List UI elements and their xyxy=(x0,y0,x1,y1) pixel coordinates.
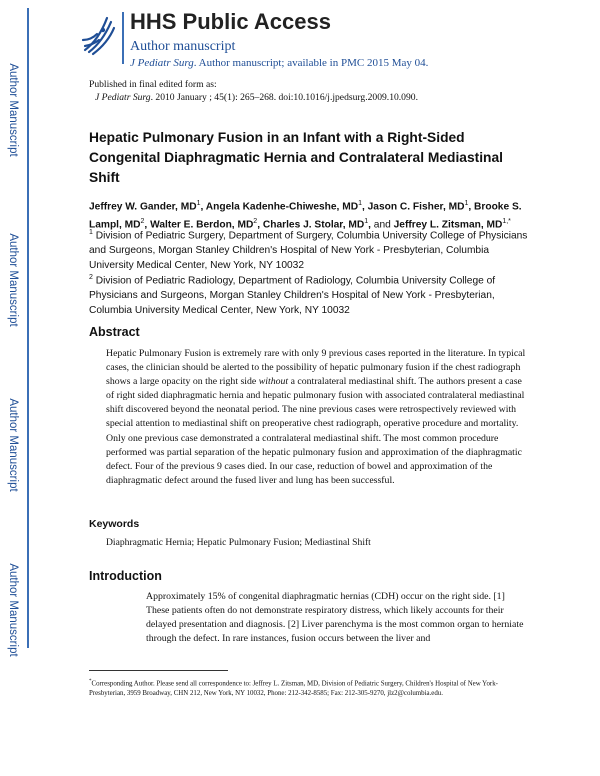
author-name: Brooke S. Lampl, MD xyxy=(89,201,522,231)
hhs-title: HHS Public Access xyxy=(130,9,331,34)
sidebar-rule xyxy=(27,8,29,648)
citation: J Pediatr Surg. 2010 January ; 45(1): 265–268. doi:10.1016/j.jpedsurg.2009.10.090. xyxy=(95,92,418,103)
sidebar-label: Author Manuscript xyxy=(7,63,19,157)
availability-line: J Pediatr Surg. Author manuscript; available in PMC 2015 May 04. xyxy=(130,57,429,69)
hhs-eagle-logo-icon xyxy=(79,10,117,58)
author-name: Charles J. Stolar, MD xyxy=(262,219,365,231)
sidebar-label: Author Manuscript xyxy=(7,233,19,327)
abstract-heading: Abstract xyxy=(89,325,140,339)
author-name: Jeffrey L. Zitsman, MD xyxy=(393,219,503,231)
footnote: *Corresponding Author. Please send all correspondence to: Jeffrey L. Zitsman, MD, Division of Pediatric Surgery, Children's Hospital of New York-Presbyterian, 3959 Broadway, CHN 212, New York, NY 10032, Phone: 212-342-8585; Fax: 212-305-9270, jlz2@columbia.edu. xyxy=(89,679,498,697)
header-rule xyxy=(122,12,124,64)
author-name: Angela Kadenhe-Chiweshe, MD xyxy=(205,201,359,213)
footnote-rule xyxy=(89,670,228,671)
sidebar-label: Author Manuscript xyxy=(7,398,19,492)
affiliation: $^1$ Division of Pediatric Surgery, Department of Surgery, Columbia University College of Physicians and Surgeons, Morgan Stanley Children's Hospital of New York - Presbyterian, Columbia University Medical Center, New York, NY 10032 xyxy=(89,229,528,272)
author-manuscript-subtitle: Author manuscript xyxy=(130,39,236,54)
author-name: Jeffrey W. Gander, MD xyxy=(89,201,197,213)
article-title: Hepatic Pulmonary Fusion in an Infant with a Right-Sided Congenital Diaphragmatic Hernia and Contralateral Mediastinal Shift xyxy=(89,130,503,185)
abstract-text: Hepatic Pulmonary Fusion is extremely rare with only 9 previous cases reported in the literature. In typical cases, the clinician should be alerted to the possibility of hepatic pulmonary fusion if the chest radiograph shows a large opacity on the right side without a contralateral mediastinal shift. The authors present a case of right sided diaphragmatic hernia and hepatic pulmonary fusion with associated contralateral mediastinal shift discovered beyond the neonatal period. The nine previous cases were retrospectively reviewed with special attention to mediastinal shift on preoperative chest radiograph, operative procedure and mortality. Only one previous case demonstrated a contralateral mediastinal shift. The most common procedure performed was partial separation of the hepatic pulmonary fusion and approximation of the diaphragmatic defect. Four of the previous 9 cases died. In our case, reduction of bowel and approximation of the diaphragmatic defect around the fused liver and lung has been successful. xyxy=(106,348,526,486)
sidebar-label: Author Manuscript xyxy=(7,563,19,657)
author-name: Jason C. Fisher, MD xyxy=(367,201,465,213)
published-label: Published in final edited form as: xyxy=(89,79,217,90)
keywords-text: Diaphragmatic Hernia; Hepatic Pulmonary Fusion; Mediastinal Shift xyxy=(106,537,371,548)
introduction-text: Approximately 15% of congenital diaphragmatic hernias (CDH) occur on the right side. [1] These patients often do not demonstrate respiratory distress, which likely accounts for their delayed presentation and diagnosis. [2] Liver parenchyma is the most common organ to herniate through the defect. In rare instances, fusion occurs between the liver and xyxy=(146,591,524,645)
affiliation: $^2$ Division of Pediatric Radiology, Department of Radiology, Columbia University College of Physicians and Surgeons, Morgan Stanley Children's Hospital of New York - Presbyterian, Columbia University Medical Center, New York, NY 10032 xyxy=(89,274,496,317)
author-name: Walter E. Berdon, MD xyxy=(150,219,254,231)
introduction-heading: Introduction xyxy=(89,569,162,583)
keywords-heading: Keywords xyxy=(89,518,140,530)
author-list: Jeffrey W. Gander, $MD^1$, Angela Kadenhe-Chiweshe, $MD^1$, Jason C. Fisher, $MD^1$, Brooke S. Lampl, $MD^2$, Walter E. Berdon, $MD^2$, Charles J. Stolar, $MD^1$, and Jeffrey L. Zitsman, $MD^{1,*}$ xyxy=(89,200,522,231)
journal-abbrev: J Pediatr Surg xyxy=(130,57,194,69)
